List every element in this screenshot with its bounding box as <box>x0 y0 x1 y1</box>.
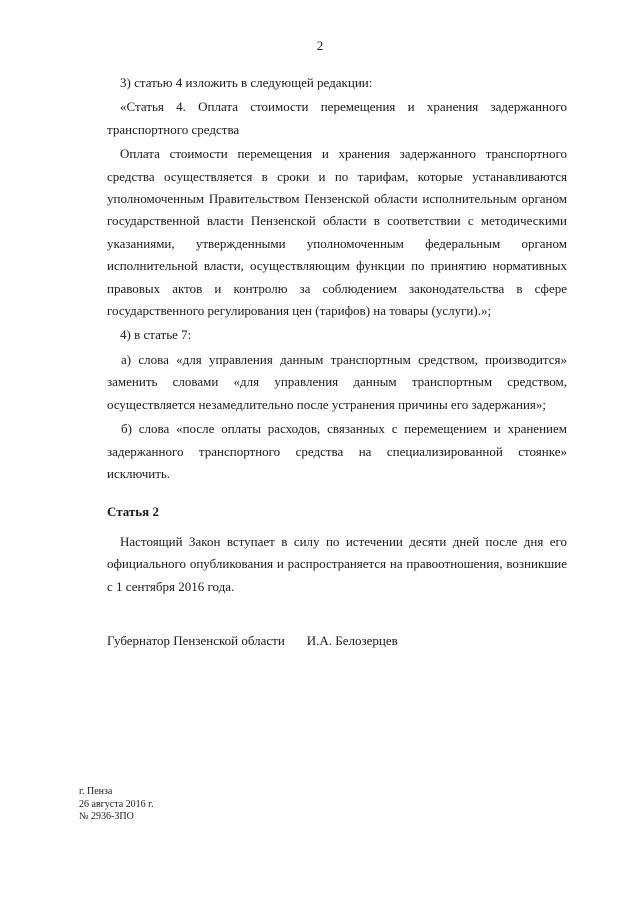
signature-block <box>107 633 398 649</box>
article-4-title: «Статья 4. Оплата стоимости перемещения и хранения задержанного транспортного средства <box>107 99 567 137</box>
item-4-sub-a: а) слова «для управления данным транспортным средством, производится» заменить словами «для управления данным транспортным средством, осуществляется незамедлительно после устранения причины его задержания»; <box>107 351 567 412</box>
footer-number: № 2936-ЗПО <box>79 811 134 822</box>
article-2-text: Настоящий Закон вступает в силу по истечении десяти дней после дня его официального опубликования и распространяется на правоотношения, возникшие с 1 сентября 2016 года. <box>107 533 567 594</box>
footer-city: г. Пенза <box>79 786 113 797</box>
article-4-text: Оплата стоимости перемещения и хранения задержанного транспортного средства осуществляется в сроки и по тарифам, которые устанавливаются уполномоченным Правительством Пензенской области исполнительным органом государственной власти Пензенской области в соответствии с методическими указаниями, утвержденными уполномоченным федеральным органом исполнительной власти, осуществляющим функции по принятию нормативных правовых актов и контролю за соблюдением законодательства в сфере государственного регулирования цен (тарифов) на товары (услуги).»; <box>107 146 567 319</box>
document-footer <box>79 786 154 824</box>
item-4-sub-b: б) слова «после оплаты расходов, связанных с перемещением и хранением задержанного транспортного средства на специализированной стоянке» исключить. <box>107 421 567 481</box>
footer-date: 26 августа 2016 г. <box>79 798 154 810</box>
signature-name: И.А. Белозерцев <box>306 633 398 648</box>
document-body <box>107 72 567 598</box>
item-4-intro: 4) в статье 7: <box>120 327 192 343</box>
signature-title: Губернатор Пензенской области <box>107 633 285 648</box>
item-3-intro: 3) статью 4 изложить в следующей редакции: <box>120 75 373 90</box>
article-2-heading: Статья 2 <box>107 504 159 520</box>
page-number: 2 <box>316 38 324 53</box>
